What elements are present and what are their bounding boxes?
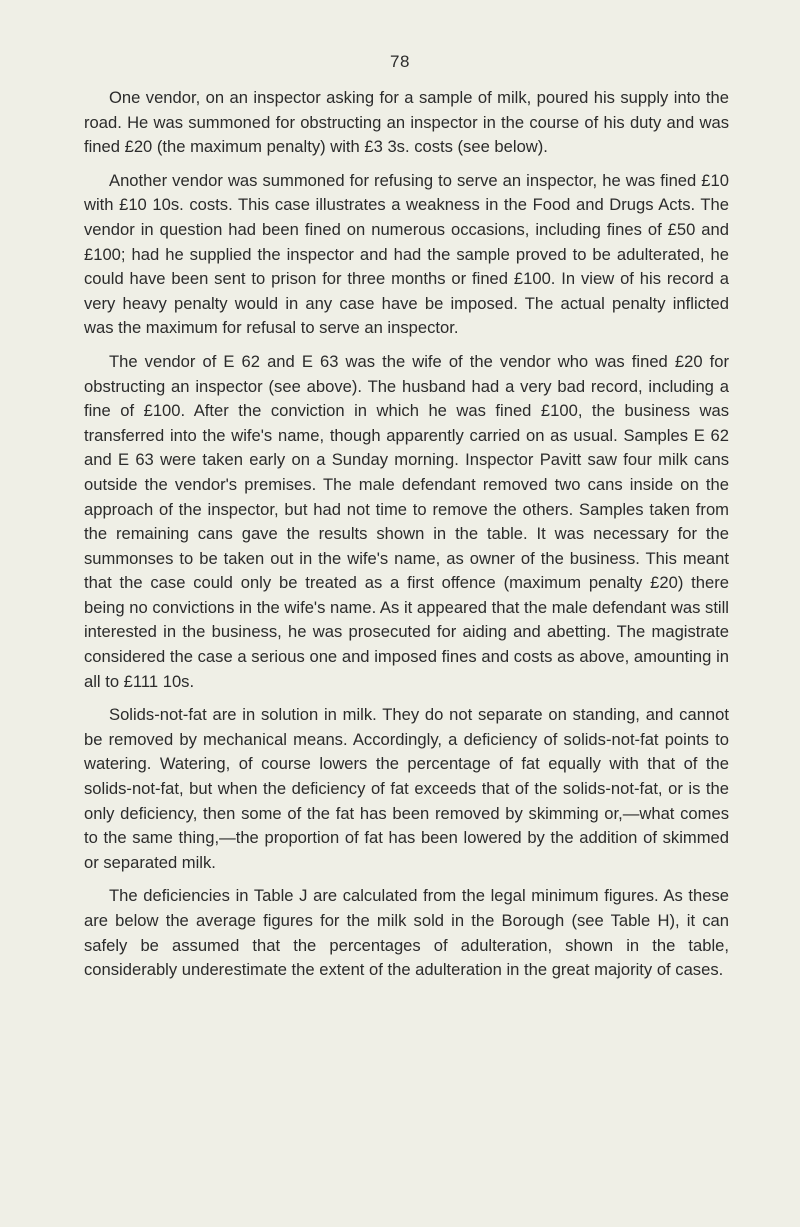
paragraph-e62-e63: The vendor of E 62 and E 63 was the wife of the vendor who was fined £20 for obstructing an inspector (see above). The husband had a very bad record, including a fine of £100. After the conviction in which he was fined £100, the business was transferred into the wife's name, though apparently carried on as usual. Samples E 62 and E 63 were taken early on a Sunday morning. Inspector Pavitt saw four milk cans outside the vendor's premises. The male defendant removed two cans inside on the approach of the inspector, but had not time to remove the others. Samples taken from the remaining cans gave the results shown in the table. It was necessary for the summonses to be taken out in the wife's name, as owner of the business. This meant that the case could only be treated as a first offence (maximum penalty £20) there being no convictions in the wife's name. As it appeared that the male defendant was still interested in the business, he was prosecuted for aiding and abetting. The magistrate considered the case a serious one and imposed fines and costs as above, amounting in all to £111 10s. <box>84 351 729 691</box>
page-number: 78 <box>390 52 410 71</box>
paragraph-refusal: Another vendor was summoned for refusing to serve an inspector, he was fined £10 with £10 10s. costs. This case illustrates a weakness in the Food and Drugs Acts. The vendor in question had been fined on numerous occasions, including fines of £50 and £100; had he supplied the inspector and had the sample proved to be adulterated, he could have been sent to prison for three months or fined £100. In view of his record a very heavy penalty would in any case have be imposed. The actual penalty inflicted was the maximum for refusal to serve an inspector. <box>84 170 729 338</box>
paragraph-solids-not-fat: Solids-not-fat are in solution in milk. They do not separate on standing, and cannot be removed by mechanical means. Accordingly, a deficiency of solids-not-fat points to watering. Watering, of course lowers the percentage of fat equally with that of the solids-not-fat, but when the deficiency of fat exceeds that of the solids-not-fat, or is the only deficiency, then some of the fat has been removed by skimming or,—what comes to the same thing,—the proportion of fat has been lowered by the addition of skimmed or separated milk. <box>84 705 729 872</box>
paragraph-table-j: The deficiencies in Table J are calculated from the legal minimum figures. As these are below the average figures for the milk sold in the Borough (see Table H), it can safely be assumed that the percentages of adulteration, shown in the table, considerably underestimate the extent of the adulteration in the great majority of cases. <box>84 886 729 980</box>
body-text <box>84 86 729 992</box>
paragraph-obstruction: One vendor, on an inspector asking for a sample of milk, poured his supply into the road. He was summoned for obstructing an inspector in the course of his duty and was fined £20 (the maximum penalty) with £3 3s. costs (see below). <box>84 88 729 157</box>
